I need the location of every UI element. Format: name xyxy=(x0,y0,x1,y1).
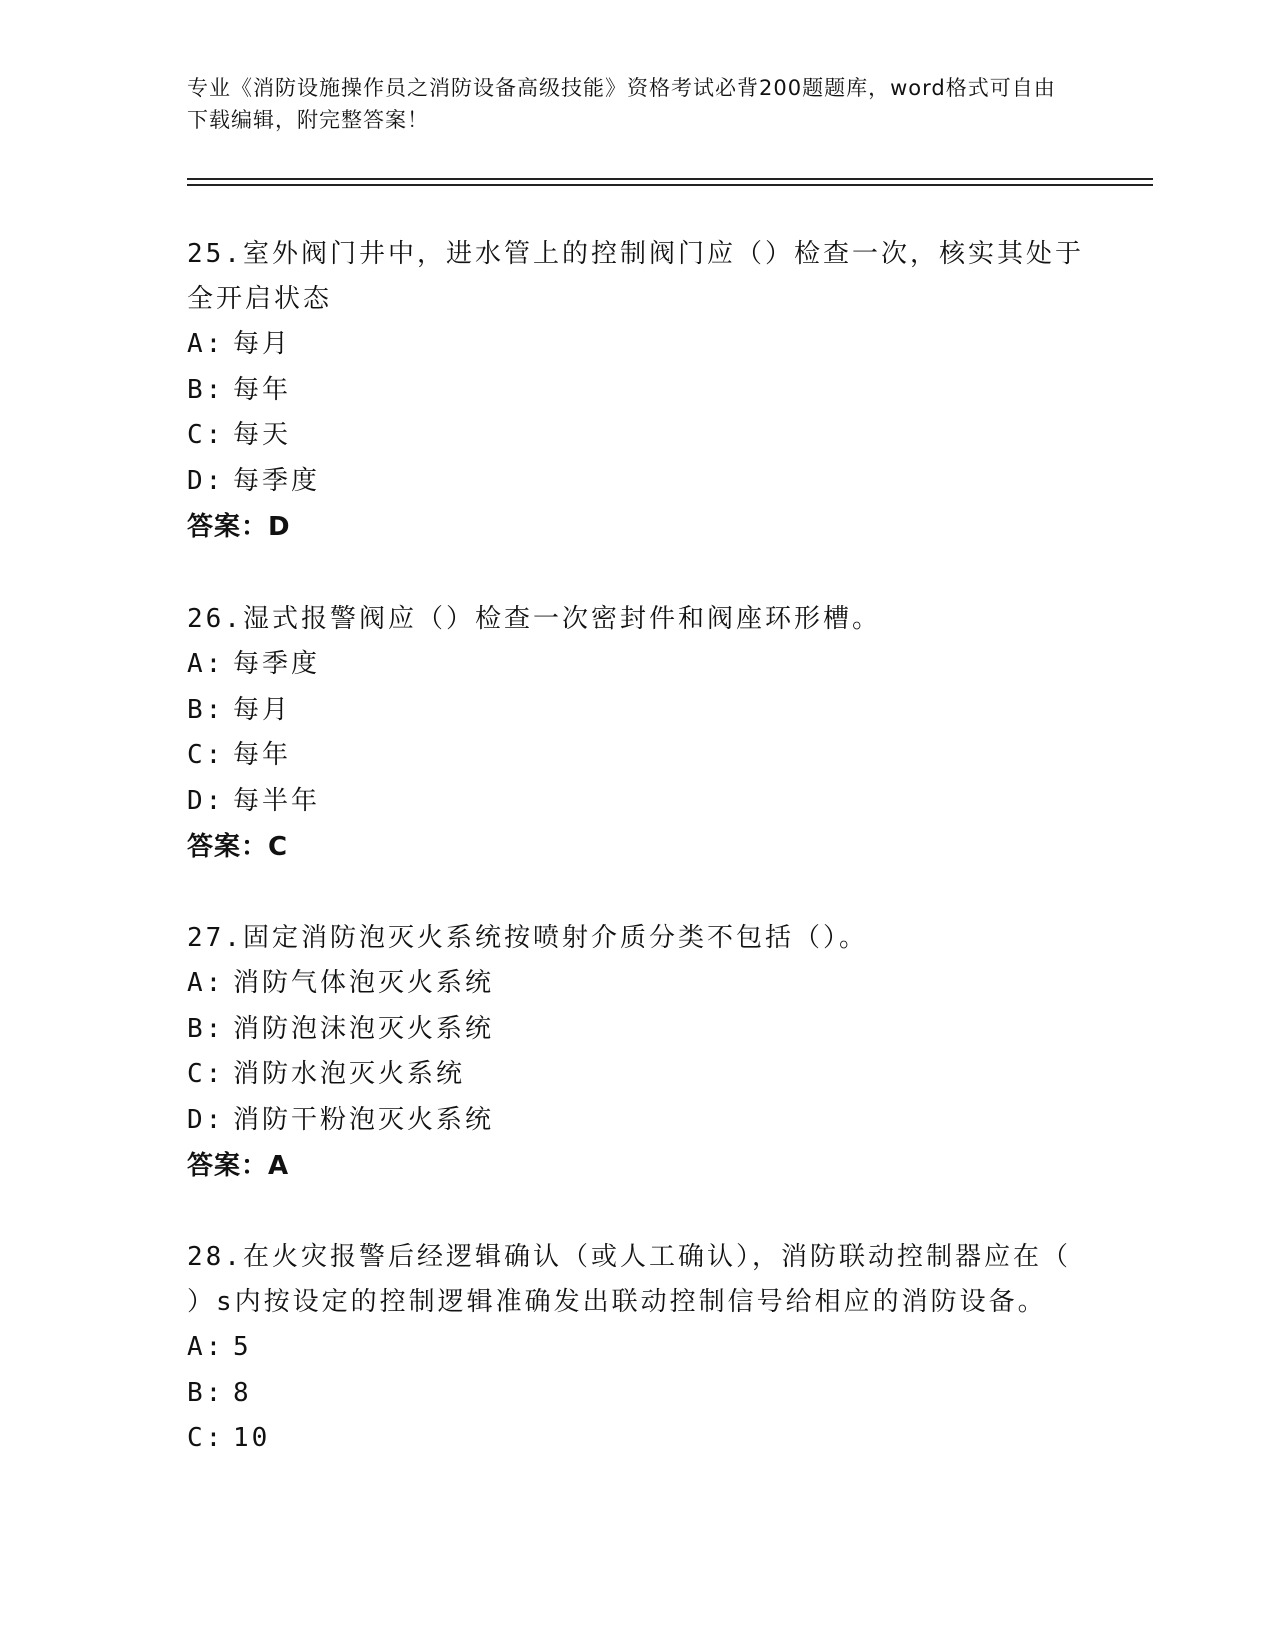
option-a xyxy=(187,1325,1087,1371)
option-d xyxy=(187,1098,1087,1144)
option-text: 每季度 xyxy=(233,649,321,679)
option-key: C: xyxy=(187,740,225,770)
option-d xyxy=(187,779,1087,825)
option-key: D: xyxy=(187,785,225,816)
option-c xyxy=(187,1416,1087,1462)
option-text: 8 xyxy=(233,1377,252,1408)
option-text: 每月 xyxy=(233,329,292,359)
option-key: C: xyxy=(187,1423,225,1453)
option-key: D: xyxy=(187,1104,225,1135)
option-a xyxy=(187,961,1087,1007)
question-26 xyxy=(187,597,1087,870)
question-28 xyxy=(187,1235,1087,1462)
option-d xyxy=(187,459,1087,505)
question-stem-line2: ）s内按设定的控制逻辑准确发出联动控制信号给相应的消防设备。 xyxy=(187,1287,1047,1317)
option-text: 每季度 xyxy=(233,465,321,496)
option-text: 消防干粉泡灭火系统 xyxy=(233,1104,495,1135)
document-header: 专业《消防设施操作员之消防设备高级技能》资格考试必背200题题库，word格式可自由下载编辑，附完整答案！ xyxy=(187,76,1056,132)
option-b xyxy=(187,688,1087,734)
question-stem-line1: 26.湿式报警阀应（）检查一次密封件和阀座环形槽。 xyxy=(187,604,881,634)
option-text: 每年 xyxy=(233,374,292,405)
option-text: 5 xyxy=(233,1332,252,1362)
option-key: A: xyxy=(187,649,225,679)
option-key: D: xyxy=(187,465,225,496)
option-text: 10 xyxy=(233,1423,271,1453)
question-stem-line2: 全开启状态 xyxy=(187,284,333,314)
answer-label: 答案：A xyxy=(187,1151,290,1181)
question-27 xyxy=(187,916,1087,1189)
option-key: B: xyxy=(187,374,225,405)
header-divider-bottom xyxy=(187,184,1153,186)
option-b xyxy=(187,1371,1087,1417)
option-key: A: xyxy=(187,329,225,359)
option-a xyxy=(187,642,1087,688)
option-key: B: xyxy=(187,1013,225,1044)
option-a xyxy=(187,322,1087,368)
question-stem-line1: 27.固定消防泡灭火系统按喷射介质分类不包括（）。 xyxy=(187,923,868,953)
option-b xyxy=(187,368,1087,414)
option-key: B: xyxy=(187,694,225,725)
option-key: B: xyxy=(187,1377,225,1408)
question-25 xyxy=(187,232,1087,550)
header-divider-top xyxy=(187,178,1153,180)
option-text: 消防泡沫泡灭火系统 xyxy=(233,1013,495,1044)
option-text: 每年 xyxy=(233,740,292,770)
option-key: C: xyxy=(187,420,225,450)
option-text: 消防水泡灭火系统 xyxy=(233,1059,466,1089)
option-text: 每天 xyxy=(233,420,292,450)
option-text: 每半年 xyxy=(233,785,321,816)
option-key: A: xyxy=(187,968,225,998)
option-key: A: xyxy=(187,1332,225,1362)
option-text: 每月 xyxy=(233,694,292,725)
option-text: 消防气体泡灭火系统 xyxy=(233,968,495,998)
option-b xyxy=(187,1007,1087,1053)
answer-label: 答案：D xyxy=(187,512,291,542)
answer-label: 答案：C xyxy=(187,832,289,862)
option-c xyxy=(187,1052,1087,1098)
question-stem-line1: 25.室外阀门井中，进水管上的控制阀门应（）检查一次，核实其处于 xyxy=(187,239,1084,269)
option-key: C: xyxy=(187,1059,225,1089)
option-c xyxy=(187,733,1087,779)
option-c xyxy=(187,413,1087,459)
question-stem-line1: 28.在火灾报警后经逻辑确认（或人工确认），消防联动控制器应在（ xyxy=(187,1242,1071,1272)
